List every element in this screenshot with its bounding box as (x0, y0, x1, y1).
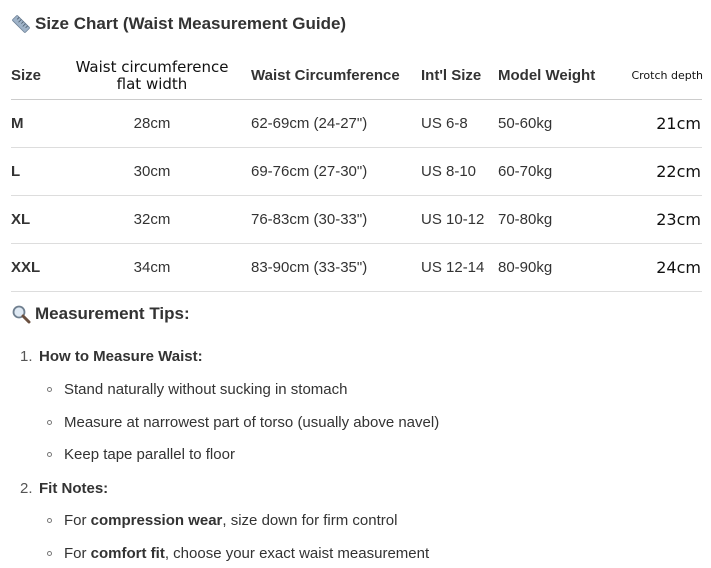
tip-number: 1. (20, 348, 33, 365)
col-header-model-weight: Model Weight (498, 67, 596, 84)
tip-bullet (47, 414, 439, 431)
bullet-circle-icon (47, 452, 52, 457)
table-row (11, 196, 702, 244)
tip-bullet-post: , size down for firm control (222, 512, 398, 529)
magnifier-icon (11, 304, 33, 324)
cell-flat-width: 30cm (133, 163, 171, 180)
size-chart-heading (11, 14, 346, 34)
tip-bullet-bold: comfort fit (90, 545, 165, 562)
tip-bullet (47, 446, 235, 463)
cell-size: M (11, 115, 24, 132)
bullet-circle-icon (47, 420, 52, 425)
cell-intl-size: US 6-8 (421, 115, 468, 132)
cell-circumference: 76-83cm (30-33") (251, 211, 368, 228)
ruler-icon (11, 14, 33, 34)
cell-size: L (11, 163, 21, 180)
cell-flat-width: 28cm (133, 115, 171, 132)
table-row (11, 148, 702, 196)
tip-bullet-post: , choose your exact waist measurement (164, 545, 430, 562)
cell-intl-size: US 10-12 (421, 211, 485, 228)
cell-model-weight: 70-80kg (498, 211, 553, 228)
cell-circumference: 62-69cm (24-27") (251, 115, 368, 132)
cell-crotch-depth: 22cm (656, 162, 701, 181)
tip-bullet-text: Measure at narrowest part of torso (usually above navel) (64, 414, 440, 431)
bullet-circle-icon (47, 518, 52, 523)
tip-bullet (47, 512, 397, 529)
tip-bullet-pre: For (64, 512, 91, 529)
cell-size: XL (11, 211, 31, 228)
cell-model-weight: 80-90kg (498, 259, 553, 276)
col-header-flat-width-line1: Waist circumference (75, 57, 229, 76)
col-header-size: Size (11, 67, 42, 84)
tip-bullet-text (64, 512, 397, 529)
tip-title: How to Measure Waist: (39, 348, 203, 365)
tips-title: Measurement Tips: (35, 304, 190, 323)
col-header-flat-width (67, 52, 237, 99)
tip-number: 2. (20, 480, 33, 497)
cell-crotch-depth: 24cm (656, 258, 701, 277)
cell-circumference: 69-76cm (27-30") (251, 163, 368, 180)
tip-bullet-bold: compression wear (90, 512, 223, 529)
cell-flat-width: 34cm (133, 259, 171, 276)
col-header-crotch-depth: Crotch depth (631, 69, 703, 82)
tip-bullet-pre: For (64, 545, 91, 562)
table-row (11, 100, 702, 148)
cell-circumference: 83-90cm (33-35") (251, 259, 368, 276)
cell-crotch-depth: 21cm (656, 114, 701, 133)
cell-model-weight: 60-70kg (498, 163, 553, 180)
tip-bullet-text: Stand naturally without sucking in stomach (64, 381, 348, 398)
col-header-flat-width-line2: flat width (116, 74, 188, 93)
tips-heading (11, 304, 190, 324)
tip-bullet-text (64, 545, 429, 562)
col-header-intl-size: Int'l Size (421, 67, 482, 84)
cell-size: XXL (11, 259, 41, 276)
table-row (11, 244, 702, 292)
bullet-circle-icon (47, 387, 52, 392)
size-chart-title: Size Chart (Waist Measurement Guide) (35, 14, 347, 33)
cell-intl-size: US 12-14 (421, 259, 485, 276)
tip-bullet (47, 545, 429, 562)
table-header-row (11, 52, 702, 100)
cell-intl-size: US 8-10 (421, 163, 477, 180)
cell-flat-width: 32cm (133, 211, 171, 228)
cell-model-weight: 50-60kg (498, 115, 553, 132)
tip-bullet-text: Keep tape parallel to floor (64, 446, 235, 463)
bullet-circle-icon (47, 551, 52, 556)
col-header-circumference: Waist Circumference (251, 67, 400, 84)
size-table (11, 52, 702, 292)
cell-crotch-depth: 23cm (656, 210, 701, 229)
tip-bullet (47, 381, 347, 398)
tip-title: Fit Notes: (39, 480, 109, 497)
